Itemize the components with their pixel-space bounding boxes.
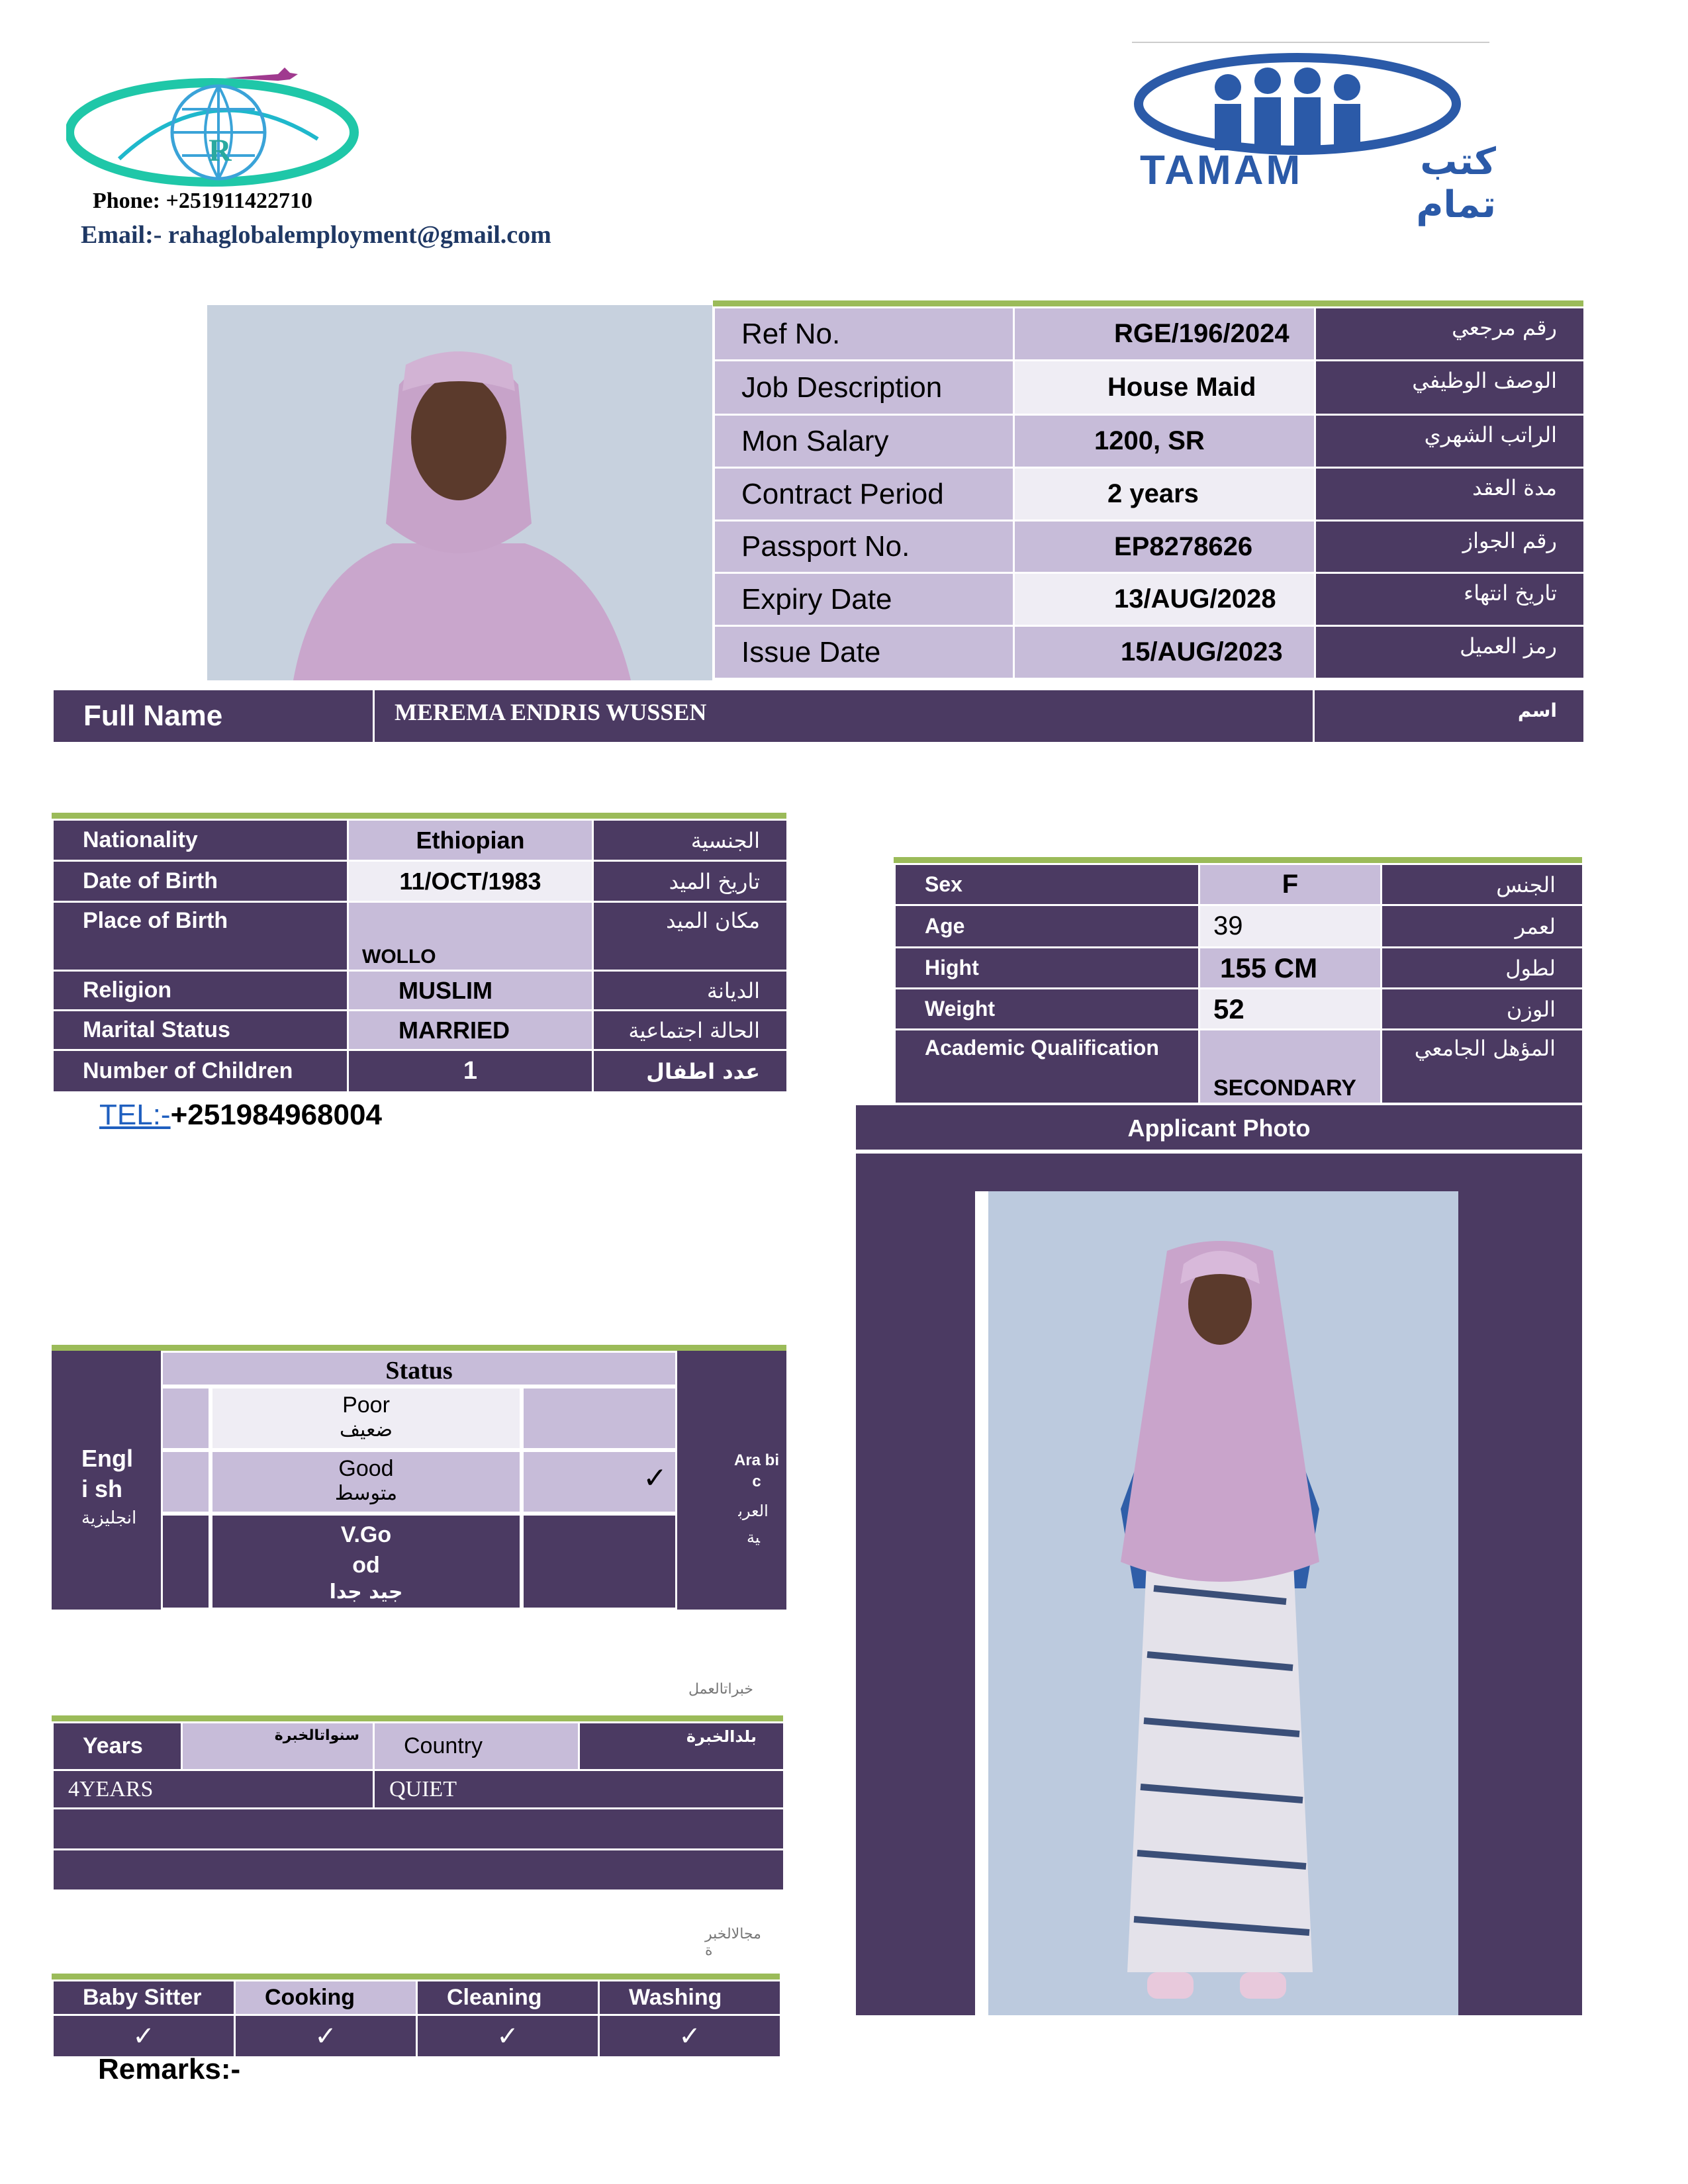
poor-cell — [211, 1387, 522, 1450]
years-arabic: سنواتالخبرة — [182, 1723, 374, 1770]
skills-section-arabic: مجالالخبرة — [705, 1926, 761, 1959]
phone-text: Phone: +251911422710 — [93, 189, 312, 213]
tel-line — [99, 1099, 382, 1132]
personal-info-table — [52, 819, 788, 1093]
experience-table-bar — [52, 1715, 783, 1721]
contract-period-label: Contract Period — [714, 468, 1014, 521]
salary-label: Mon Salary — [714, 415, 1014, 468]
academic-label: Academic Qualification — [895, 1030, 1199, 1104]
full-body-photo — [975, 1191, 1458, 2015]
country-value: QUIET — [374, 1770, 784, 1809]
marital-value: MARRIED — [348, 1011, 593, 1050]
salary-arabic: الراتب الشهري — [1315, 415, 1585, 468]
pob-value: WOLLO — [348, 902, 593, 971]
issue-date-value: 15/AUG/2023 — [1014, 626, 1315, 679]
portrait-photo — [207, 305, 712, 680]
raha-logo — [66, 60, 364, 192]
good-left-cell — [161, 1450, 211, 1514]
remarks-label: Remarks:- — [98, 2053, 241, 2085]
weight-arabic: الوزن — [1382, 989, 1583, 1030]
academic-arabic: المؤهل الجامعي — [1382, 1030, 1583, 1104]
pob-label: Place of Birth — [53, 902, 348, 971]
experience-table — [52, 1721, 785, 1891]
age-arabic: لعمر — [1382, 905, 1583, 948]
job-description-label: Job Description — [714, 361, 1014, 415]
email-text: Email:- rahaglobalemployment@gmail.com — [81, 221, 551, 249]
good-ar: متوسط — [334, 1482, 398, 1505]
years-label: Years — [53, 1723, 182, 1770]
height-value: 155 CM — [1199, 948, 1382, 989]
tel-value: +251984968004 — [170, 1099, 382, 1131]
applicant-photo-label: Applicant Photo — [856, 1105, 1582, 1152]
full-name-arabic: اسم — [1314, 690, 1585, 743]
applicant-photo-panel — [856, 1154, 1582, 2015]
sex-arabic: الجنس — [1382, 864, 1583, 905]
height-arabic: لطول — [1382, 948, 1583, 989]
age-value: 39 — [1199, 905, 1382, 948]
dob-arabic: تاريخ الميد — [593, 861, 788, 902]
height-label: Hight — [895, 948, 1199, 989]
children-arabic: عدد اطفال — [593, 1050, 788, 1093]
status-title: Status — [161, 1351, 677, 1387]
passport-no-arabic: رقم الجواز — [1315, 521, 1585, 573]
ref-no-arabic: رقم مرجعي — [1315, 308, 1585, 361]
religion-value: MUSLIM — [348, 971, 593, 1011]
experience-empty-row-1 — [53, 1809, 784, 1850]
physical-info-table — [894, 863, 1584, 1105]
skill-baby-sitter-label: Baby Sitter — [53, 1981, 235, 2015]
language-table — [52, 1351, 786, 1610]
sex-label: Sex — [895, 864, 1199, 905]
poor-check — [522, 1387, 677, 1450]
children-value: 1 — [348, 1050, 593, 1093]
tamam-logo-text: TAMAM — [1140, 148, 1303, 193]
main-table-bar — [713, 300, 1583, 306]
good-en: Good — [338, 1456, 394, 1481]
main-info-table — [713, 306, 1585, 680]
tel-link[interactable]: TEL:- — [99, 1099, 171, 1131]
country-label: Country — [374, 1723, 579, 1770]
personal-table-bar — [52, 813, 786, 819]
weight-value: 52 — [1199, 989, 1382, 1030]
english-arabic: انجليزية — [81, 1508, 137, 1528]
physical-table-bar — [894, 857, 1582, 863]
salary-value: 1200, SR — [1014, 415, 1315, 468]
country-arabic: بلدالخبرة — [579, 1723, 784, 1770]
nationality-value: Ethiopian — [348, 820, 593, 861]
contract-period-value: 2 years — [1014, 468, 1315, 521]
passport-no-label: Passport No. — [714, 521, 1014, 573]
contract-period-arabic: مدة العقد — [1315, 468, 1585, 521]
religion-label: Religion — [53, 971, 348, 1011]
arabic-arabic: العربية — [738, 1502, 769, 1547]
years-value: 4YEARS — [53, 1770, 374, 1809]
poor-ar: ضعيف — [339, 1418, 393, 1441]
tamam-logo-arabic: كتب تمام — [1416, 140, 1496, 226]
full-name-value: MEREMA ENDRIS WUSSEN — [374, 690, 1314, 743]
skill-baby-sitter-check: ✓ — [53, 2015, 235, 2058]
skill-cooking-check: ✓ — [235, 2015, 417, 2058]
skill-washing-label: Washing — [599, 1981, 781, 2015]
dob-label: Date of Birth — [53, 861, 348, 902]
children-label: Number of Children — [53, 1050, 348, 1093]
nationality-label: Nationality — [53, 820, 348, 861]
language-table-bar — [52, 1345, 786, 1351]
dob-value: 11/OCT/1983 — [348, 861, 593, 902]
pob-arabic: مكان الميد — [593, 902, 788, 971]
issue-date-label: Issue Date — [714, 626, 1014, 679]
passport-no-value: EP8278626 — [1014, 521, 1315, 573]
nationality-arabic: الجنسية — [593, 820, 788, 861]
marital-label: Marital Status — [53, 1011, 348, 1050]
raha-logo-letter: R — [209, 133, 232, 168]
tamam-logo — [1132, 41, 1496, 226]
vgood-left-cell — [161, 1514, 211, 1610]
issue-date-arabic: رمز العميل — [1315, 626, 1585, 679]
arabic-label: Ara bic — [733, 1451, 779, 1490]
skill-cooking-label: Cooking — [235, 1981, 417, 2015]
academic-value: SECONDARY — [1199, 1030, 1382, 1104]
sex-value: F — [1199, 864, 1382, 905]
skill-washing-check: ✓ — [599, 2015, 781, 2058]
vgood-check — [522, 1514, 677, 1610]
religion-arabic: الديانة — [593, 971, 788, 1011]
expiry-date-value: 13/AUG/2028 — [1014, 573, 1315, 626]
full-name-table — [52, 688, 1585, 744]
experience-empty-row-2 — [53, 1850, 784, 1891]
english-label: Engli sh — [81, 1445, 133, 1502]
expiry-date-arabic: تاريخ انتهاء — [1315, 573, 1585, 626]
poor-en: Poor — [342, 1392, 390, 1418]
ref-no-value: RGE/196/2024 — [1014, 308, 1315, 361]
skills-table — [52, 1979, 782, 2058]
expiry-date-label: Expiry Date — [714, 573, 1014, 626]
weight-label: Weight — [895, 989, 1199, 1030]
good-check: ✓ — [522, 1450, 677, 1514]
vgood-cell — [211, 1514, 522, 1610]
poor-left-cell — [161, 1387, 211, 1450]
marital-arabic: الحالة اجتماعية — [593, 1011, 788, 1050]
skill-cleaning-check: ✓ — [417, 2015, 599, 2058]
skills-table-bar — [52, 1974, 780, 1979]
good-cell — [211, 1450, 522, 1514]
job-description-value: House Maid — [1014, 361, 1315, 415]
vgood-en: V.Go od — [340, 1522, 392, 1578]
full-name-label: Full Name — [53, 690, 374, 743]
skill-cleaning-label: Cleaning — [417, 1981, 599, 2015]
job-description-arabic: الوصف الوظيفي — [1315, 361, 1585, 415]
age-label: Age — [895, 905, 1199, 948]
experience-section-arabic: خبراتالعمل — [688, 1681, 754, 1698]
ref-no-label: Ref No. — [714, 308, 1014, 361]
vgood-ar: جيد جدا — [329, 1580, 403, 1604]
